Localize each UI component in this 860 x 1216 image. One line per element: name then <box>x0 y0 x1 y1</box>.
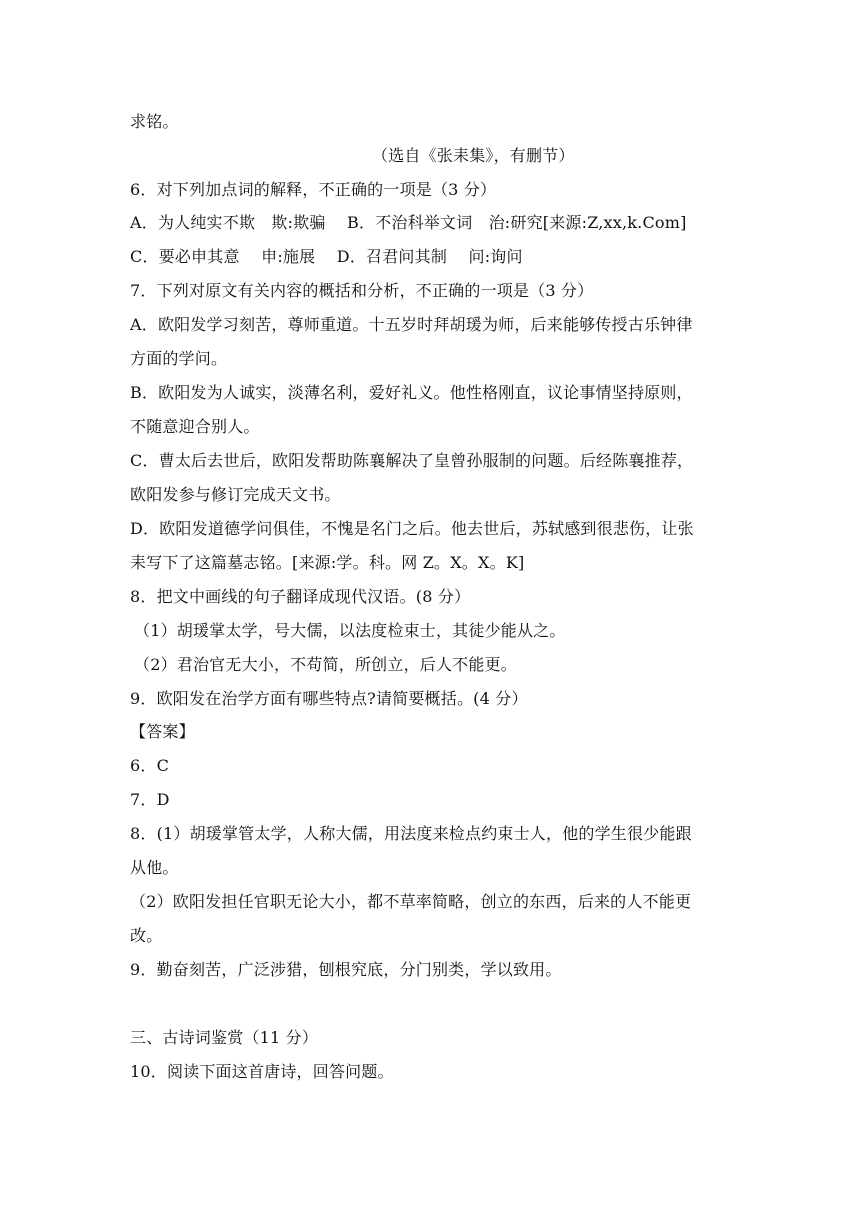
section-heading: 三、古诗词鉴赏（11 分） <box>130 1028 319 1047</box>
answer-9: 9．勤奋刻苦，广泛涉猎，刨根究底，分门别类，学以致用。 <box>130 960 562 979</box>
answer-8-part-1-cont: 从他。 <box>130 858 179 877</box>
question-6-options-cd: C．要必申其意 申:施展 D．召君问其制 问:询问 <box>130 247 523 266</box>
question-7-option-a-cont: 方面的学问。 <box>130 349 228 368</box>
question-7-option-a: A．欧阳发学习刻苦，尊师重道。十五岁时拜胡瑗为师，后来能够传授古乐钟律 <box>130 315 693 334</box>
question-8: 8．把文中画线的句子翻译成现代汉语。(8 分） <box>130 587 471 606</box>
answer-7: 7．D <box>130 790 170 809</box>
question-8-part-2: （2）君治官无大小，不苟简，所创立，后人不能更。 <box>134 655 517 674</box>
question-6: 6．对下列加点词的解释，不正确的一项是（3 分） <box>130 180 497 199</box>
question-7-option-d: D．欧阳发道德学问俱佳，不愧是名门之后。他去世后，苏轼感到很悲伤，让张 <box>130 519 694 538</box>
question-7-option-d-cont: 耒写下了这篇墓志铭。[来源:学。科。网 Z。X。X。K] <box>130 553 525 572</box>
question-9: 9．欧阳发在治学方面有哪些特点?请简要概括。(4 分） <box>130 689 528 708</box>
answer-8-part-2: （2）欧阳发担任官职无论大小，都不草率简略，创立的东西，后来的人不能更 <box>130 892 692 911</box>
question-10: 10．阅读下面这首唐诗，回答问题。 <box>130 1062 394 1081</box>
answer-6: 6．C <box>130 756 170 775</box>
text-line: 求铭。 <box>130 112 179 131</box>
question-6-options-ab: A．为人纯实不欺 欺:欺骗 B．不治科举文词 治:研究[来源:Z,xx,k.Com] <box>130 213 687 232</box>
answer-8-part-1: 8．(1）胡瑗掌管太学，人称大儒，用法度来检点约束士人，他的学生很少能跟 <box>130 824 692 843</box>
question-7-option-c: C．曹太后去世后，欧阳发帮助陈襄解决了皇曾孙服制的问题。后经陈襄推荐， <box>130 451 694 470</box>
question-7-option-b: B．欧阳发为人诚实，淡薄名利，爱好礼义。他性格刚直，议论事情坚持原则， <box>130 383 693 402</box>
answer-8-part-2-cont: 改。 <box>130 926 163 945</box>
source-citation: （选自《张耒集》，有删节） <box>372 146 575 165</box>
question-7-option-c-cont: 欧阳发参与修订完成天文书。 <box>130 485 341 504</box>
question-7: 7．下列对原文有关内容的概括和分析，不正确的一项是（3 分） <box>130 281 594 300</box>
answer-heading: 【答案】 <box>130 722 195 741</box>
question-8-part-1: （1）胡瑗掌太学，号大儒，以法度检束士，其徒少能从之。 <box>134 621 566 640</box>
question-7-option-b-cont: 不随意迎合别人。 <box>130 417 260 436</box>
